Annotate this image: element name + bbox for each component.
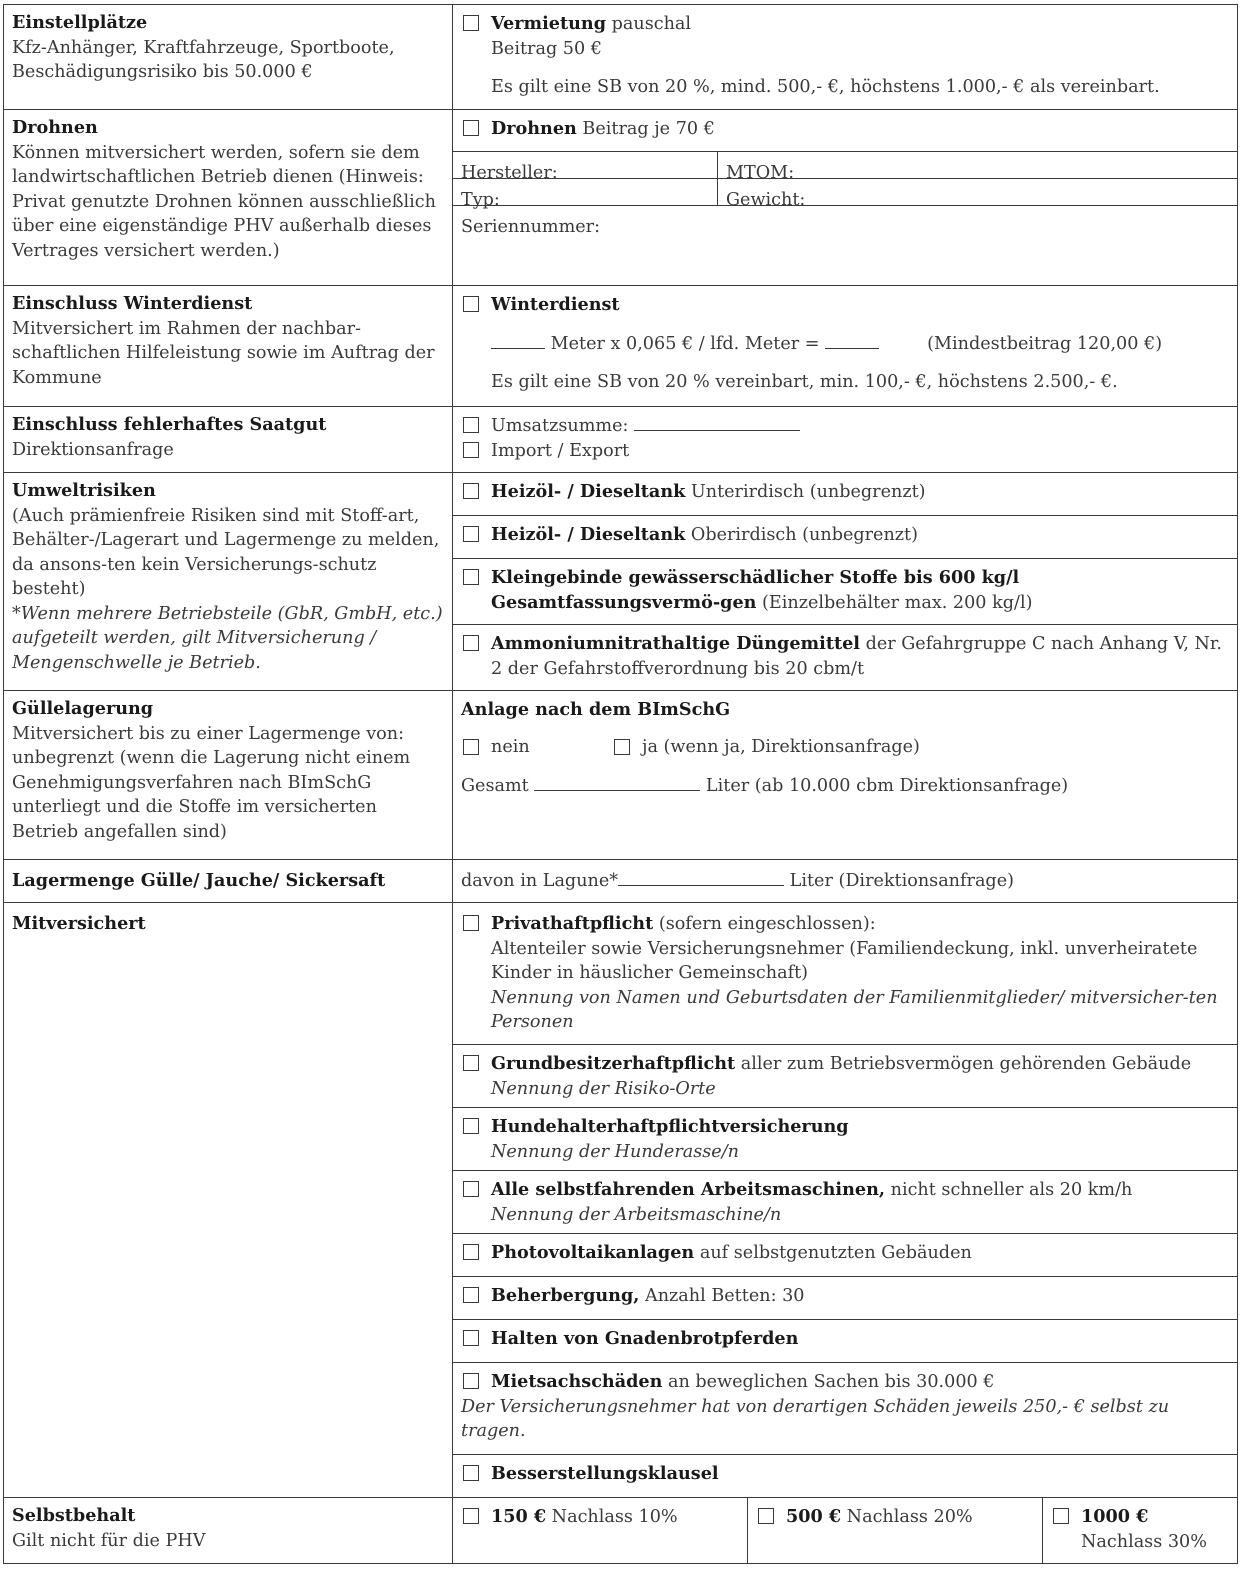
ja-label: ja (wenn ja, Direktionsanfrage) [642, 736, 920, 757]
sb-option-150 [453, 1498, 748, 1563]
section-description: Gilt nicht für die PHV [12, 1530, 206, 1551]
liter-label: Liter (Direktionsanfrage) [784, 871, 1014, 891]
photovoltaik-option [453, 1233, 1237, 1276]
option-label-text: aller zum Betriebsvermögen gehörenden Gebäude [735, 1054, 1192, 1074]
nein-label: nein [491, 736, 530, 757]
option-label-text: an beweglichen Sachen bis 30.000 € [662, 1372, 995, 1392]
sb-1000-checkbox[interactable] [1053, 1508, 1069, 1524]
sb-option-500 [748, 1498, 1043, 1563]
lagune-line [453, 860, 1237, 898]
arbeit-note: Nennung der Arbeitsmaschine/n [491, 1204, 782, 1225]
section-description: Direktionsanfrage [12, 439, 174, 460]
selbstbehalt-options [453, 1498, 1237, 1563]
section-title: Drohnen [12, 117, 98, 138]
right-cell-saatgut [453, 407, 1238, 473]
option-label-text: Oberirdisch (unbegrenzt) [685, 525, 918, 545]
mindest-text: (Mindestbeitrag 120,00 €) [927, 333, 1163, 354]
anlage-label: Anlage nach dem BImSchG [461, 699, 731, 720]
umwelt-option-4 [453, 624, 1237, 690]
lagune-blank[interactable] [618, 871, 784, 886]
gesamt-blank[interactable] [534, 776, 700, 791]
winterdienst-option [453, 286, 1237, 399]
meter-text: Meter x 0,065 € / lfd. Meter = [545, 333, 826, 354]
option-label-bold: Heizöl- / Dieseltank [491, 524, 686, 545]
drohnen-row-hersteller [453, 151, 1237, 183]
gnadenbrot-option [453, 1319, 1237, 1362]
right-cell-mitversichert [453, 903, 1238, 1498]
section-description: Können mitversichert werden, sofern sie dem landwirtschaftlichen Betrieb dienen (Hinweis: Privat genutzte Drohnen können ausschließlich über eine eigenständige PHV außerhalb dieses Vertrages versichert werden.) [12, 142, 436, 261]
photovoltaik-checkbox[interactable] [463, 1244, 479, 1260]
saatgut-options [453, 407, 1237, 467]
left-cell-selbstbehalt [4, 1498, 453, 1564]
tank-unterirdisch-checkbox[interactable] [463, 483, 479, 499]
option-label-bold: Photovoltaikanlagen [491, 1242, 695, 1263]
option-label-text: (sofern eingeschlossen): [653, 914, 876, 934]
section-description: Mitversichert im Rahmen der nachbar-schaftlichen Hilfeleistung sowie im Auftrag der Kommune [12, 318, 435, 388]
option-label-bold: Mietsachschäden [491, 1371, 663, 1392]
option-label-bold: 150 € [491, 1506, 547, 1527]
besserstellung-checkbox[interactable] [463, 1465, 479, 1481]
umwelt-option-2 [453, 515, 1237, 558]
row-saatgut [4, 407, 1238, 473]
meter-blank[interactable] [491, 334, 545, 349]
option-label-bold: Ammoniumnitrathaltige Düngemittel [491, 633, 860, 654]
right-cell-winterdienst [453, 286, 1238, 407]
left-cell-winterdienst [4, 286, 453, 407]
grundbesitzer-option [453, 1044, 1237, 1107]
privat-note: Nennung von Namen und Geburtsdaten der Familienmitglieder/ mitversicher-ten Personen [491, 987, 1218, 1032]
beherbergung-checkbox[interactable] [463, 1287, 479, 1303]
vermietung-option [453, 5, 1237, 104]
guelle-block [453, 691, 1237, 802]
row-guelle [4, 691, 1238, 860]
hersteller-field[interactable]: Hersteller: [453, 152, 718, 178]
section-description: Mitversichert bis zu einer Lagermenge von: unbegrenzt (wenn die Lagerung nicht einem Genehmigungsverfahren nach BImSchG unterliegt und die Stoffe im versicherten Betrieb angefallen sind) [12, 723, 411, 842]
sb-150-checkbox[interactable] [463, 1508, 479, 1524]
lagune-label: davon in Lagune* [461, 871, 619, 891]
gnadenbrot-checkbox[interactable] [463, 1330, 479, 1346]
gesamt-line [461, 774, 1227, 799]
arbeitsmaschinen-option [453, 1170, 1237, 1233]
besserstellung-option [453, 1454, 1237, 1497]
sb-option-1000 [1043, 1498, 1237, 1563]
option-label-bold: 1000 € [1081, 1506, 1149, 1527]
option-label-text: Nachlass 10% [546, 1507, 678, 1527]
privathaftpflicht-checkbox[interactable] [463, 915, 479, 931]
option-label-text: Unterirdisch (unbegrenzt) [685, 482, 926, 502]
option-label-bold: Alle selbstfahrenden Arbeitsmaschinen, [491, 1179, 886, 1200]
option-label-text: nicht schneller als 20 km/h [885, 1180, 1133, 1200]
option-label-bold: Grundbesitzerhaftpflicht [491, 1053, 736, 1074]
option-label-text: Anzahl Betten: 30 [639, 1286, 805, 1306]
option-label-bold: Privathaftpflicht [491, 913, 654, 934]
hunde-note: Nennung der Hunderasse/n [491, 1141, 739, 1162]
section-title: Umweltrisiken [12, 480, 156, 501]
left-cell-lagermenge [4, 860, 453, 903]
option-label-bold: Besserstellungsklausel [491, 1463, 719, 1484]
hundehalter-option [453, 1107, 1237, 1170]
sb-text: Es gilt eine SB von 20 %, mind. 500,- €, höchstens 1.000,- € als vereinbart. [491, 77, 1160, 97]
option-label-bold: Winterdienst [491, 294, 620, 315]
section-description: Kfz-Anhänger, Kraftfahrzeuge, Sportboote, Beschädigungsrisiko bis 50.000 € [12, 37, 395, 82]
gesamt-label: Gesamt [461, 775, 535, 796]
option-label-bold: Vermietung [491, 13, 607, 34]
umsatz-label: Umsatzsumme: [491, 416, 635, 436]
umsatz-checkbox[interactable] [463, 417, 479, 433]
section-title: Einstellplätze [12, 12, 148, 33]
option-label-text: (Einzelbehälter max. 200 kg/l) [756, 592, 1033, 613]
option-label-text: pauschal [606, 14, 692, 34]
insurance-form-table [3, 4, 1238, 1564]
row-einstellplaetze [4, 5, 1238, 110]
section-title: Einschluss Winterdienst [12, 293, 253, 314]
option-label-text: der Gefahrgruppe C nach Anhang V, Nr. 2 der Gefahrstoffverordnung bis 20 cbm/t [491, 634, 1222, 679]
vermietung-checkbox[interactable] [463, 15, 479, 31]
right-cell-guelle [453, 691, 1238, 860]
drohnen-row-typ [453, 178, 1237, 210]
liter-label: Liter (ab 10.000 cbm Direktionsanfrage) [700, 775, 1069, 796]
row-lagermenge [4, 860, 1238, 903]
umwelt-option-3 [453, 558, 1237, 624]
duengemittel-checkbox[interactable] [463, 635, 479, 651]
right-cell-lagermenge [453, 860, 1238, 903]
mietsachschaeden-option [453, 1362, 1237, 1454]
import-checkbox[interactable] [463, 442, 479, 458]
sb-text: Es gilt eine SB von 20 % vereinbart, min. 100,- €, höchstens 2.500,- €. [491, 372, 1118, 392]
beitrag-text: Beitrag 50 € [491, 38, 602, 59]
nein-checkbox[interactable] [463, 739, 479, 755]
import-label: Import / Export [491, 440, 630, 461]
section-title: Güllelagerung [12, 698, 154, 719]
option-label-bold: Heizöl- / Dieseltank [491, 481, 686, 502]
section-title: Mitversichert [12, 913, 146, 934]
right-cell-einstellplaetze [453, 5, 1238, 110]
hundehalter-checkbox[interactable] [463, 1118, 479, 1134]
option-label-bold: Kleingebinde gewässerschädlicher Stoffe bis 600 kg/l Gesamtfassungsvermö-gen [491, 567, 1020, 613]
row-winterdienst [4, 286, 1238, 407]
bimschg-options [461, 735, 1227, 761]
mtom-field[interactable]: MTOM: [726, 163, 795, 183]
option-label-text: Beitrag je 70 € [576, 119, 715, 139]
option-label-text: auf selbstgenutzten Gebäuden [694, 1243, 972, 1263]
section-title: Lagermenge Gülle/ Jauche/ Sickersaft [12, 870, 386, 891]
left-cell-guelle [4, 691, 453, 860]
left-cell-umwelt [4, 473, 453, 691]
amount-blank[interactable] [825, 334, 879, 349]
umsatz-option [491, 414, 1227, 439]
beherbergung-option [453, 1276, 1237, 1319]
tank-oberirdisch-checkbox[interactable] [463, 526, 479, 542]
section-title: Einschluss fehlerhaftes Saatgut [12, 414, 327, 435]
winterdienst-checkbox[interactable] [463, 296, 479, 312]
option-label-bold: Hundehalterhaftpflichtversicherung [491, 1116, 849, 1137]
option-label-bold: Drohnen [491, 118, 577, 139]
privat-description: Altenteiler sowie Versicherungsnehmer (Familiendeckung, inkl. unverheiratete Kinder in häuslicher Gemeinschaft) [491, 938, 1198, 983]
row-selbstbehalt [4, 1498, 1238, 1564]
import-option [491, 439, 1227, 464]
grund-note: Nennung der Risiko-Orte [491, 1078, 716, 1099]
left-cell-mitversichert [4, 903, 453, 1498]
ja-checkbox[interactable] [614, 739, 630, 755]
gewicht-field[interactable]: Gewicht: [726, 190, 806, 210]
sb-500-checkbox[interactable] [758, 1508, 774, 1524]
seriennummer-field[interactable]: Seriennummer: [461, 217, 601, 237]
arbeitsmaschinen-checkbox[interactable] [463, 1181, 479, 1197]
option-label-text: Nachlass 30% [1081, 1531, 1207, 1552]
row-umwelt [4, 473, 1238, 691]
meter-line [491, 332, 1227, 357]
option-label-text: Nachlass 20% [841, 1507, 973, 1527]
drohnen-row-serien [453, 205, 1237, 237]
drohnen-checkbox[interactable] [463, 120, 479, 136]
row-mitversichert [4, 903, 1238, 1498]
umsatz-blank[interactable] [634, 416, 800, 431]
left-cell-drohnen [4, 110, 453, 286]
option-label-bold: Halten von Gnadenbrotpferden [491, 1328, 799, 1349]
section-title: Selbstbehalt [12, 1505, 136, 1526]
grundbesitzer-checkbox[interactable] [463, 1055, 479, 1071]
miet-note: Der Versicherungsnehmer hat von derartigen Schäden jeweils 250,- € selbst zu tragen. [461, 1396, 1170, 1441]
drohnen-option [453, 110, 1237, 151]
section-note: *Wenn mehrere Betriebsteile (GbR, GmbH, etc.) aufgeteilt werden, gilt Mitversicherung / Mengenschwelle je Betrieb. [12, 603, 443, 673]
right-cell-umwelt [453, 473, 1238, 691]
right-cell-selbstbehalt [453, 1498, 1238, 1564]
umwelt-option-1 [453, 473, 1237, 515]
left-cell-einstellplaetze [4, 5, 453, 110]
right-cell-drohnen [453, 110, 1238, 286]
row-drohnen [4, 110, 1238, 286]
option-label-bold: 500 € [786, 1506, 842, 1527]
privathaftpflicht-option [453, 903, 1237, 1044]
typ-field[interactable]: Typ: [453, 179, 718, 205]
section-description: (Auch prämienfreie Risiken sind mit Stoff-art, Behälter-/Lagerart und Lagermenge zu melden, da ansons-ten kein Versicherungs-schutz besteht) [12, 505, 440, 599]
option-label-bold: Beherbergung, [491, 1285, 640, 1306]
mietsachschaeden-checkbox[interactable] [463, 1373, 479, 1389]
kleingebinde-checkbox[interactable] [463, 569, 479, 585]
left-cell-saatgut [4, 407, 453, 473]
